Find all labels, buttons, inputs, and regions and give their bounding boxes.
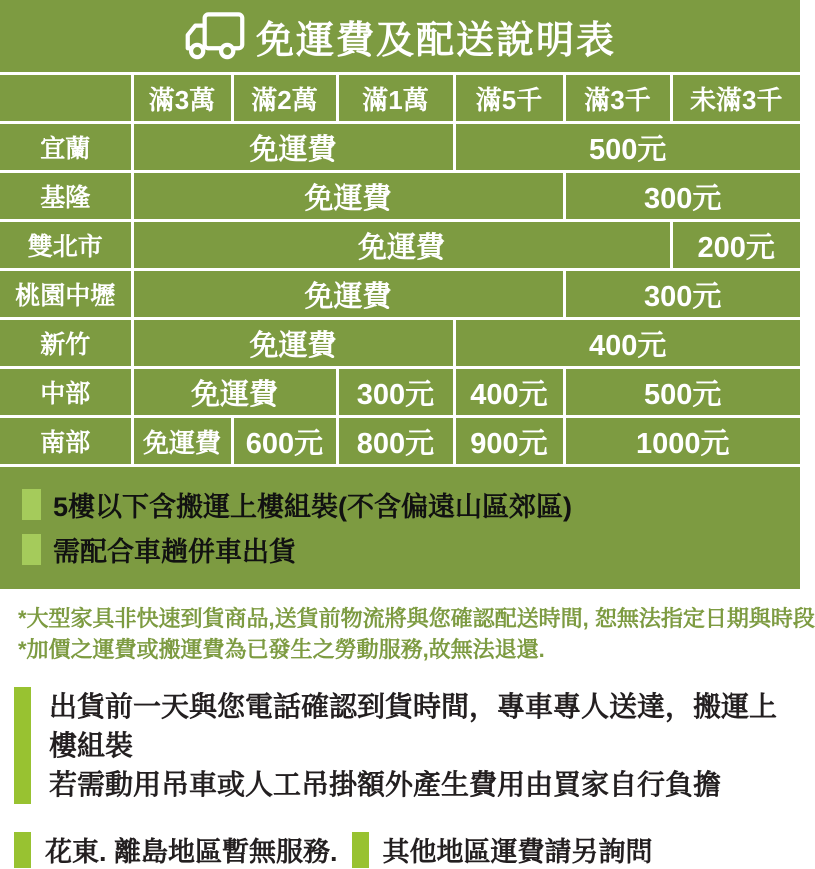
fine-print-line: *大型家具非快速到貨商品,送貨前物流將與您確認配送時間, 恕無法指定日期與時段 xyxy=(18,606,815,631)
note-item xyxy=(22,530,800,569)
table-row xyxy=(0,123,800,172)
service-note xyxy=(14,830,338,869)
fee-cell: 300元 xyxy=(564,172,800,221)
free-shipping-cell: 免運費 xyxy=(132,123,454,172)
delivery-note-line1: 出貨前一天與您電話確認到貨時間，專車專人送達，搬運上樓組裝 xyxy=(49,691,778,761)
table-header-row xyxy=(0,74,800,123)
truck-icon xyxy=(184,11,246,61)
delivery-note-line2: 若需動用吊車或人工吊掛額外產生費用由買家自行負擔 xyxy=(49,769,722,800)
fee-cell: 300元 xyxy=(337,368,454,417)
region-label: 中部 xyxy=(0,368,132,417)
fee-cell: 500元 xyxy=(564,368,800,417)
region-label: 桃園中壢 xyxy=(0,270,132,319)
column-header: 滿3萬 xyxy=(132,74,232,123)
free-shipping-cell: 免運費 xyxy=(132,319,454,368)
table-row xyxy=(0,368,800,417)
table-row xyxy=(0,172,800,221)
region-label: 基隆 xyxy=(0,172,132,221)
table-row xyxy=(0,319,800,368)
region-label: 宜蘭 xyxy=(0,123,132,172)
service-note xyxy=(352,830,653,869)
table-row xyxy=(0,221,800,270)
bullet-square-icon xyxy=(22,534,41,565)
column-header: 滿3千 xyxy=(564,74,671,123)
column-header: 滿5千 xyxy=(454,74,564,123)
fee-cell: 800元 xyxy=(337,417,454,466)
free-shipping-cell: 免運費 xyxy=(132,172,564,221)
white-section xyxy=(0,589,815,869)
fee-cell: 600元 xyxy=(232,417,337,466)
fee-cell: 900元 xyxy=(454,417,564,466)
region-label: 新竹 xyxy=(0,319,132,368)
column-header: 未滿3千 xyxy=(671,74,800,123)
fee-cell: 500元 xyxy=(454,123,800,172)
green-bar-icon xyxy=(352,832,369,868)
bottom-notes xyxy=(14,830,800,869)
green-notes xyxy=(0,467,800,589)
service-note-text: 花東. 離島地區暫無服務. xyxy=(45,837,338,867)
fee-cell: 400元 xyxy=(454,319,800,368)
corner-cell xyxy=(0,74,132,123)
fee-cell: 1000元 xyxy=(564,417,800,466)
green-bar-icon xyxy=(14,687,31,804)
page-title: 免運費及配送說明表 xyxy=(255,19,616,62)
free-shipping-cell: 免運費 xyxy=(132,221,671,270)
free-shipping-cell: 免運費 xyxy=(132,270,564,319)
shipping-fee-table xyxy=(0,72,800,467)
region-label: 雙北市 xyxy=(0,221,132,270)
column-header: 滿1萬 xyxy=(337,74,454,123)
fee-cell: 300元 xyxy=(564,270,800,319)
note-text: 需配合車趟併車出貨 xyxy=(53,537,296,567)
free-shipping-cell: 免運費 xyxy=(132,417,232,466)
region-label: 南部 xyxy=(0,417,132,466)
service-note-text: 其他地區運費請另詢問 xyxy=(382,837,653,867)
delivery-note-text xyxy=(49,687,800,804)
delivery-note xyxy=(14,687,800,804)
free-shipping-cell: 免運費 xyxy=(132,368,337,417)
bullet-square-icon xyxy=(22,489,41,520)
fine-print-line: *加價之運費或搬運費為已發生之勞動服務,故無法退還. xyxy=(18,637,545,662)
table-row xyxy=(0,417,800,466)
fine-print xyxy=(0,603,815,665)
fee-cell: 400元 xyxy=(454,368,564,417)
column-header: 滿2萬 xyxy=(232,74,337,123)
green-bar-icon xyxy=(14,832,31,868)
note-item xyxy=(22,485,800,524)
fee-cell: 200元 xyxy=(671,221,800,270)
table-row xyxy=(0,270,800,319)
note-text: 5樓以下含搬運上樓組裝(不含偏遠山區郊區) xyxy=(53,492,572,522)
title-bar xyxy=(0,0,800,72)
